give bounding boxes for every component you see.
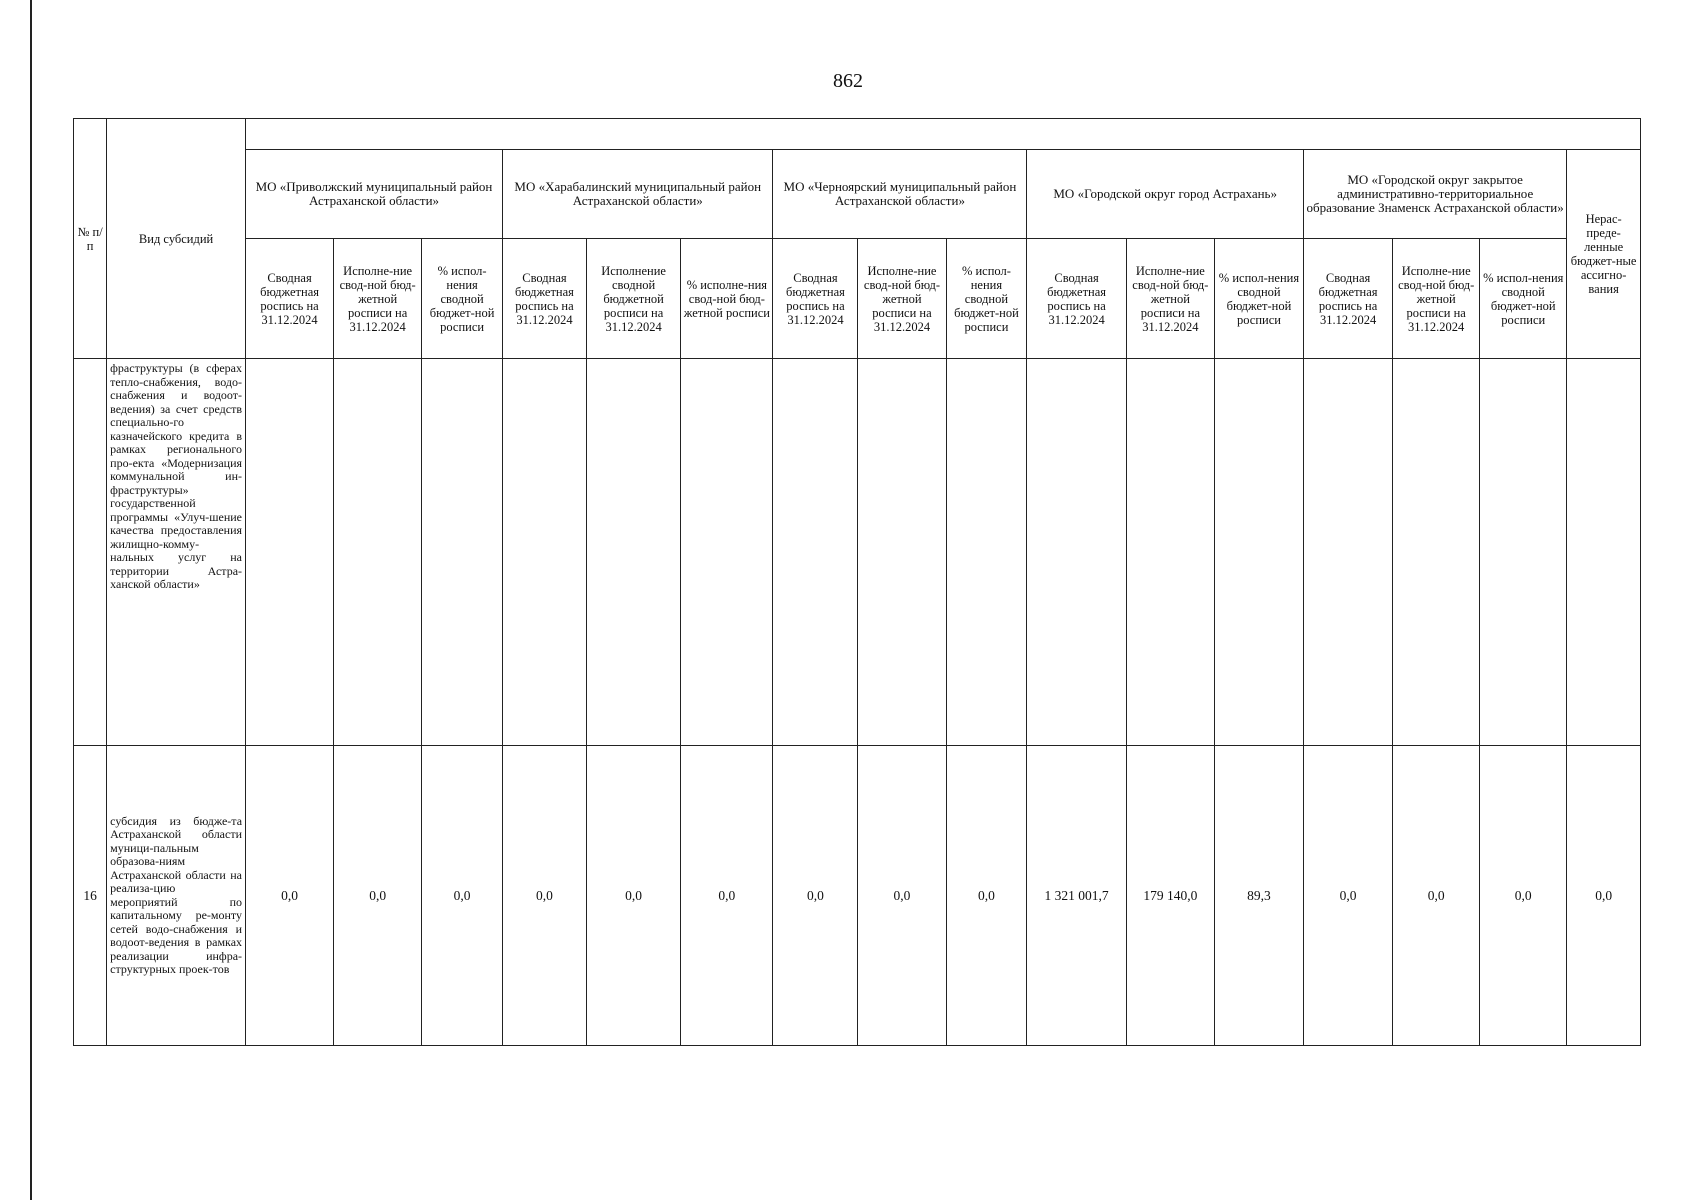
value-cell <box>503 359 587 746</box>
table-row <box>74 746 1641 1046</box>
header-sub-cell: Сводная бюджетная роспись на 31.12.2024 <box>773 239 858 359</box>
page-number: 862 <box>833 70 863 92</box>
value-cell <box>1126 359 1214 746</box>
value-cell <box>858 359 946 746</box>
header-sub-cell: Исполне-ние свод-ной бюд-жетной росписи на 31.12.2024 <box>1393 239 1480 359</box>
header-sub-cell: Сводная бюджетная роспись на 31.12.2024 <box>1304 239 1393 359</box>
value-cell: 0,0 <box>334 746 422 1046</box>
value-cell <box>334 359 422 746</box>
header-group-privolzhsky: МО «Приволжский муниципальный район Астраханской области» <box>246 150 503 239</box>
value-cell: 0,0 <box>1567 746 1641 1046</box>
value-cell: 0,0 <box>422 746 503 1046</box>
value-cell: 0,0 <box>586 746 680 1046</box>
row-num <box>74 359 107 746</box>
header-top-band <box>246 119 1641 150</box>
header-sub-cell: Сводная бюджетная роспись на 31.12.2024 <box>1027 239 1126 359</box>
header-sub-cell: Исполне-ние свод-ной бюд-жетной росписи на 31.12.2024 <box>858 239 946 359</box>
value-cell: 1 321 001,7 <box>1027 746 1126 1046</box>
header-group-kharabalinsky: МО «Харабалинский муниципальный район Астраханской области» <box>503 150 773 239</box>
value-cell <box>1480 359 1567 746</box>
value-cell: 179 140,0 <box>1126 746 1214 1046</box>
subsidy-table <box>73 118 1641 1046</box>
header-sub-cell: % испол-нения сводной бюджет-ной росписи <box>946 239 1027 359</box>
value-cell <box>681 359 773 746</box>
header-sub-cell: Сводная бюджетная роспись на 31.12.2024 <box>246 239 334 359</box>
header-sub-cell: Исполнение сводной бюджетной росписи на 31.12.2024 <box>586 239 680 359</box>
row-kind: фраструктуры (в сферах тепло-снабжения, водо-снабжения и водоот-ведения) за счет средств специально-го казначейского кредита в рамках регионального про-екта «Модернизация коммунальной ин-фраструктуры» государственной программы «Улуч-шение качества предоставления жилищно-комму-нальных услуг на территории Астра-ханской области» <box>107 359 246 746</box>
value-cell: 89,3 <box>1214 746 1303 1046</box>
value-cell <box>586 359 680 746</box>
value-cell <box>773 359 858 746</box>
value-cell: 0,0 <box>1393 746 1480 1046</box>
table-row <box>74 359 1641 746</box>
value-cell <box>1393 359 1480 746</box>
value-cell <box>1214 359 1303 746</box>
value-cell: 0,0 <box>858 746 946 1046</box>
value-cell <box>1304 359 1393 746</box>
value-cell <box>946 359 1027 746</box>
page-margin-rule <box>30 0 32 1200</box>
row-kind: субсидия из бюдже-та Астраханской области муници-пальным образова-ниям Астраханской области на реализа-цию мероприятий по капитальному ре-монту сетей водо-снабжения и водоот-ведения в рамках реализации инфра-структурных проек-тов <box>107 746 246 1046</box>
header-sub-cell: % испол-нения сводной бюджет-ной росписи <box>1480 239 1567 359</box>
value-cell: 0,0 <box>681 746 773 1046</box>
header-group-astrakhan: МО «Городской округ город Астрахань» <box>1027 150 1304 239</box>
header-group-chernoyarsky: МО «Черноярский муниципальный район Астраханской области» <box>773 150 1027 239</box>
value-cell: 0,0 <box>1304 746 1393 1046</box>
row-num: 16 <box>74 746 107 1046</box>
header-kind: Вид субсидий <box>107 119 246 359</box>
header-sub-cell: Сводная бюджетная роспись на 31.12.2024 <box>503 239 587 359</box>
value-cell <box>1027 359 1126 746</box>
value-cell: 0,0 <box>503 746 587 1046</box>
header-sub-cell: % исполне-ния свод-ной бюд-жетной росписи <box>681 239 773 359</box>
value-cell: 0,0 <box>773 746 858 1046</box>
value-cell: 0,0 <box>246 746 334 1046</box>
value-cell <box>246 359 334 746</box>
header-sub-cell: Исполне-ние свод-ной бюд-жетной росписи на 31.12.2024 <box>1126 239 1214 359</box>
header-sub-cell: % испол-нения сводной бюджет-ной росписи <box>1214 239 1303 359</box>
value-cell <box>422 359 503 746</box>
value-cell <box>1567 359 1641 746</box>
header-group-znamensk: МО «Городской округ закрытое административно-территориальное образование Знаменск Астраханской области» <box>1304 150 1567 239</box>
header-num: № п/п <box>74 119 107 359</box>
header-sub-cell: % испол-нения сводной бюджет-ной росписи <box>422 239 503 359</box>
header-sub-cell: Исполне-ние свод-ной бюд-жетной росписи на 31.12.2024 <box>334 239 422 359</box>
value-cell: 0,0 <box>946 746 1027 1046</box>
header-unallocated: Нерас-преде-ленные бюджет-ные ассигно-вания <box>1567 150 1641 359</box>
value-cell: 0,0 <box>1480 746 1567 1046</box>
